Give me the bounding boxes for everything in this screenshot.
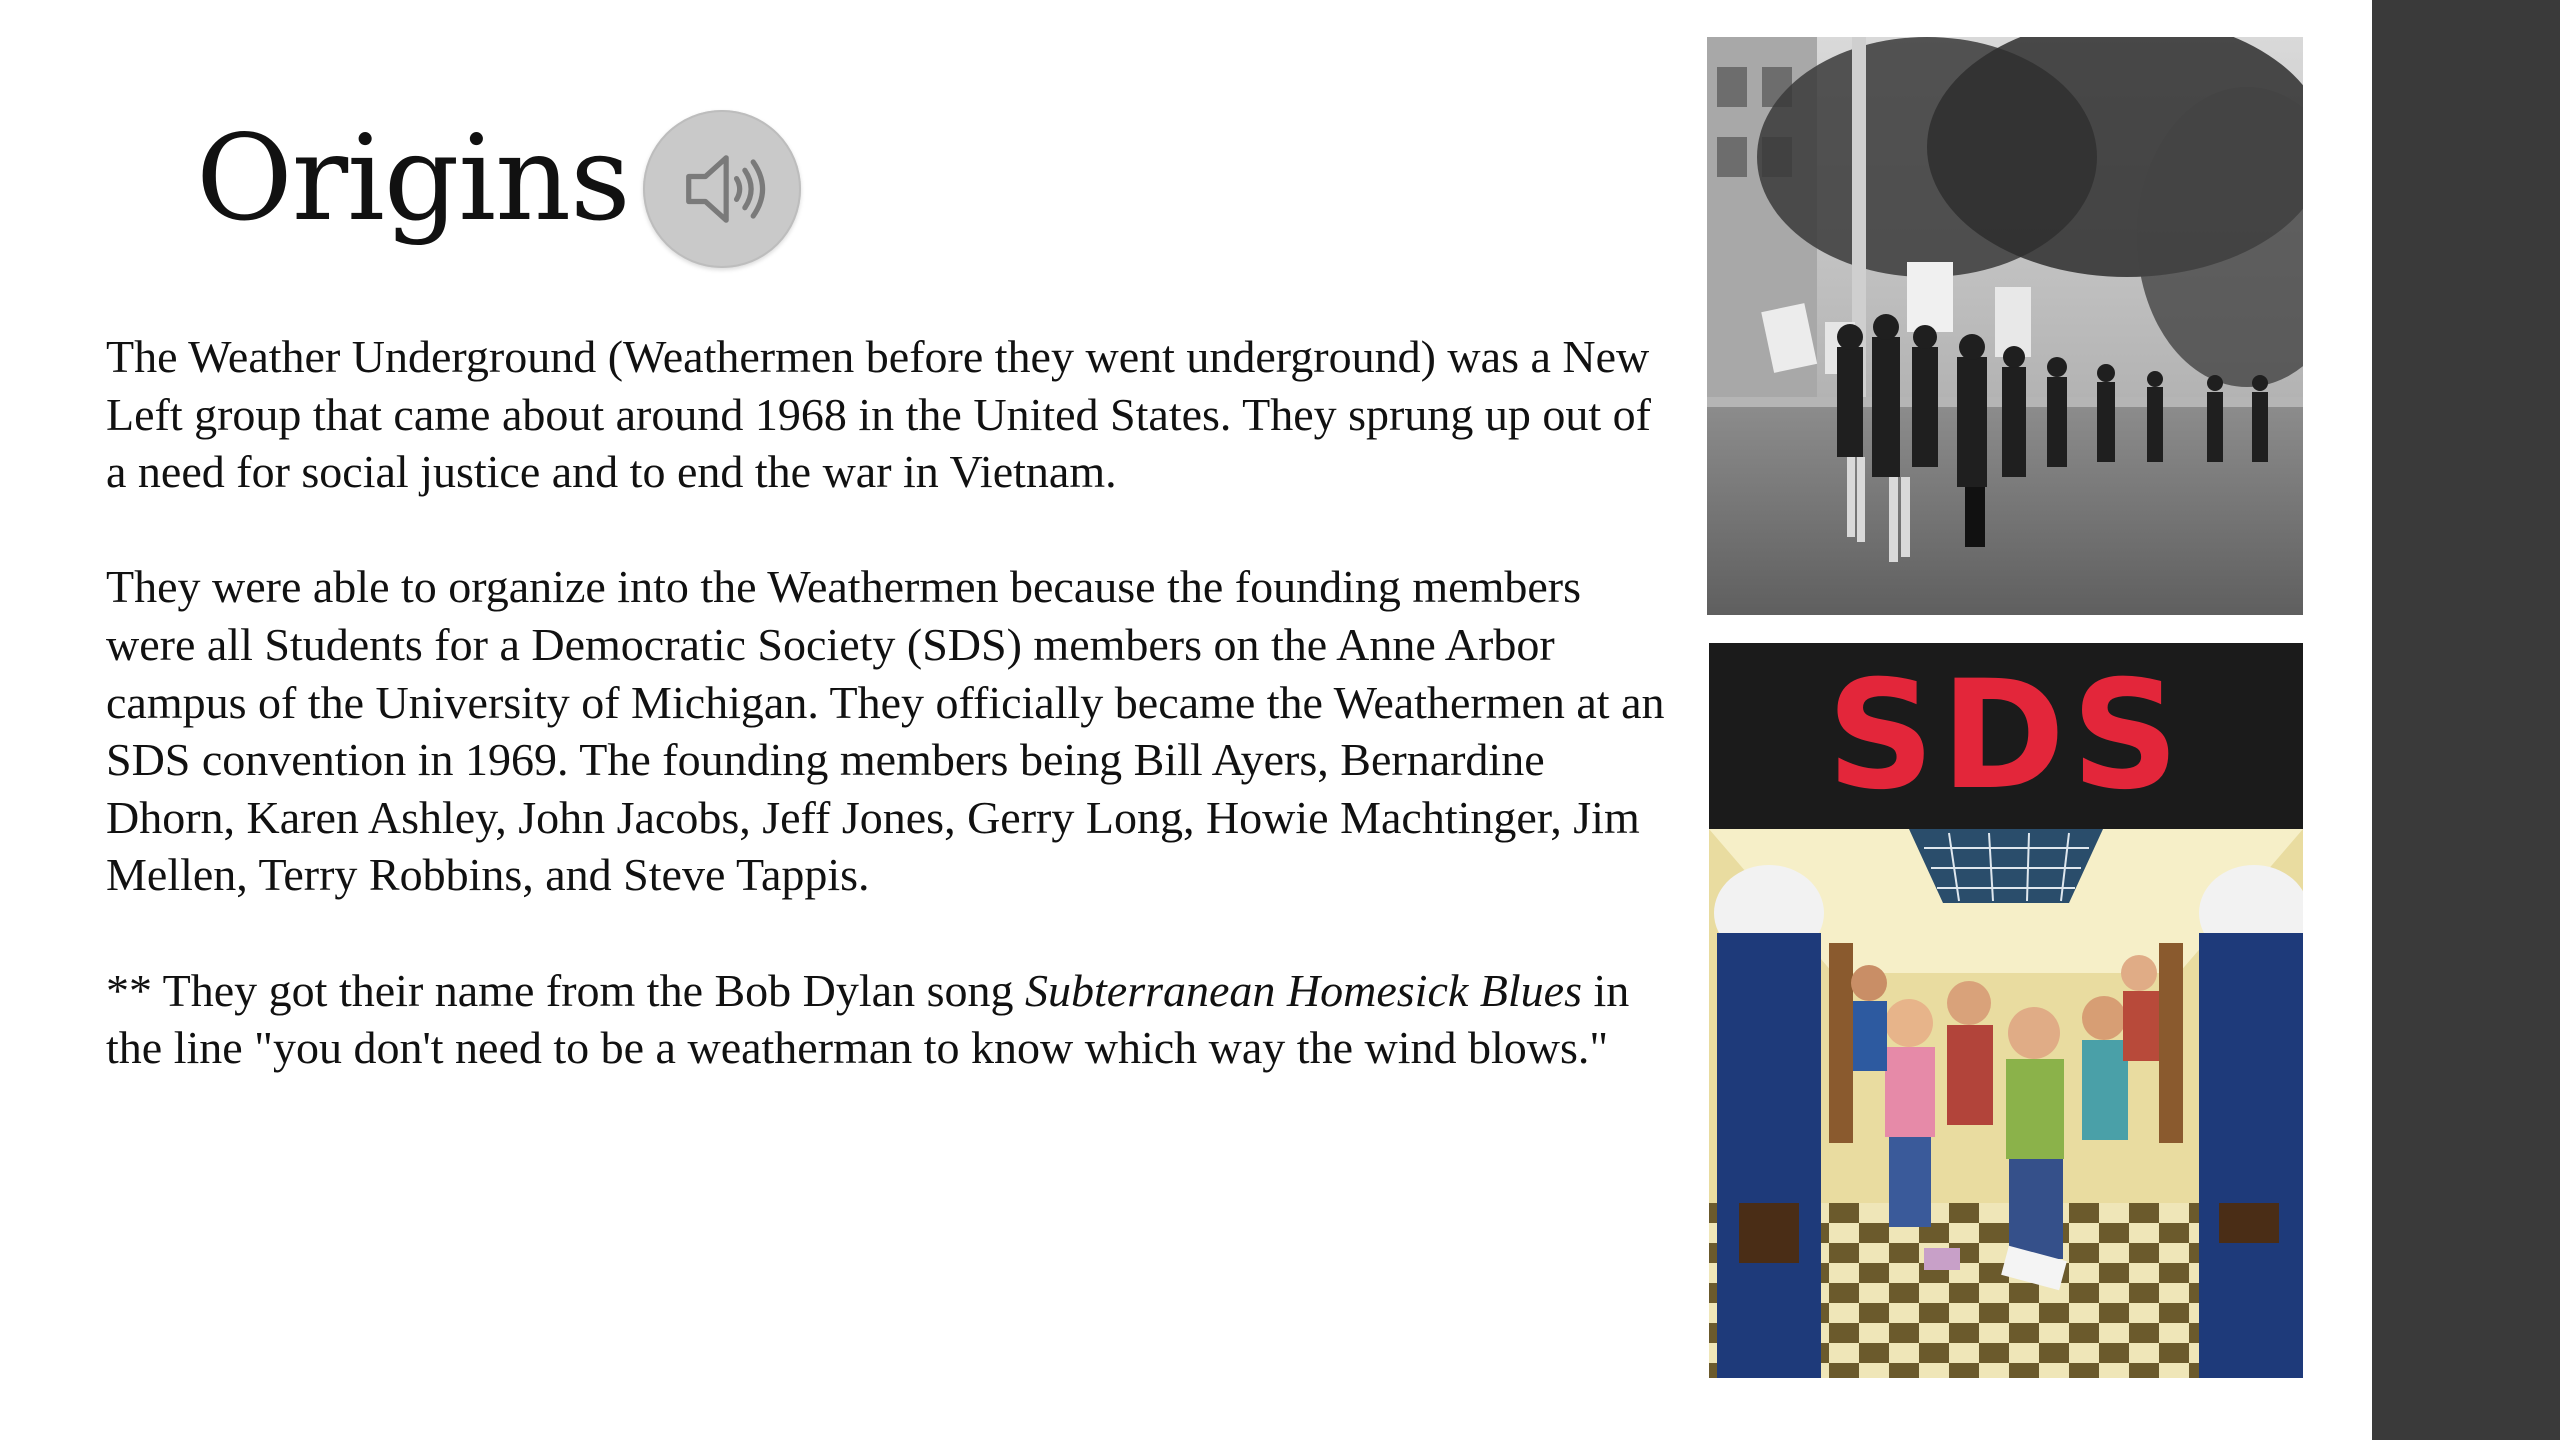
paragraph-founding: They were able to organize into the Weathermen because the founding members were all Students for a Democratic Society (SDS) members on the Anne Arbor campus of the University of Michigan. They officially became the Weathermen at an SDS convention in 1969. The founding members being Bill Ayers, Bernardine Dhorn, Karen Ashley, John Jacobs, Jeff Jones, Gerry Long, Howie Machtinger, Jim Mellen, Terry Robbins, and Steve Tappis.	[106, 561, 1665, 901]
name-origin-prefix: ** They got their name from the Bob Dylan song	[106, 964, 1025, 1016]
sds-banner	[1709, 643, 2303, 829]
protest-march-photo	[1707, 37, 2303, 615]
slide-title: Origins	[196, 109, 630, 247]
paragraph-name-origin	[106, 962, 1666, 1077]
right-side-strip	[2372, 0, 2560, 1440]
protest-photo-illustration	[1707, 37, 2303, 615]
sds-comic-image	[1709, 643, 2303, 1378]
paragraph-origins: The Weather Underground (Weathermen before they went underground) was a New Left group that came about around 1968 in the United States. They sprung up out of a need for social justice and to end the war in Vietnam.	[106, 331, 1651, 498]
name-origin-suffix: in the line "you don't need to be a weatherman to know which way the wind blows."	[106, 964, 1630, 1074]
audio-play-button[interactable]	[643, 110, 801, 268]
sds-banner-text: SDS	[1826, 649, 2186, 823]
song-title: Subterranean Homesick Blues	[1025, 964, 1582, 1016]
speaker-icon	[670, 137, 774, 241]
slide-body	[106, 328, 1666, 1077]
